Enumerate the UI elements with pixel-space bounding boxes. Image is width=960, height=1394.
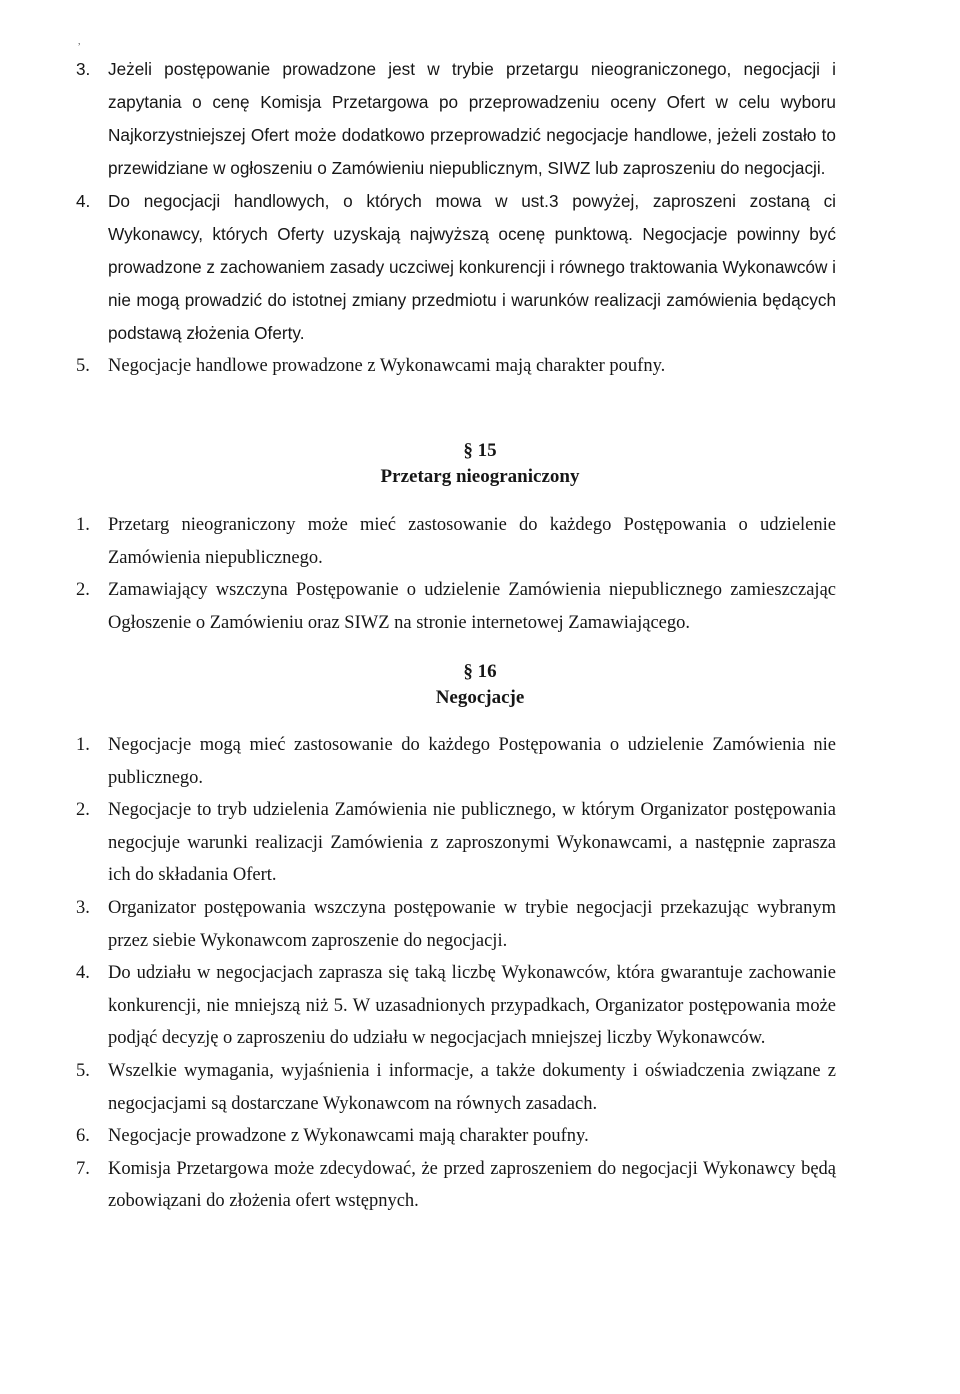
section-16-list	[0, 729, 960, 1218]
page-mark: ,	[78, 36, 81, 47]
section-16-heading	[0, 659, 960, 711]
item-number: 5.	[76, 1060, 90, 1081]
item-text: Do udziału w negocjacjach zaprasza się taką liczbę Wykonawców, która gwarantuje zachowanie konkurencji, nie mniejszą niż 5. W uzasadnionych przypadkach, Organizator postępowania może podjąć decyzję o zaproszeniu do udziału w negocjacjach mniejszej liczby Wykonawców.	[108, 963, 836, 1049]
item-text: Negocjacje prowadzone z Wykonawcami mają charakter poufny.	[108, 1126, 589, 1147]
item-text: Jeżeli postępowanie prowadzone jest w trybie przetargu nieograniczonego, negocjacji i zapytania o cenę Komisja Przetargowa po przeprowadzeniu oceny Ofert w celu wyboru Najkorzystniejszej Ofert może dodatkowo przeprowadzić negocjacje handlowe, jeżeli zostało to przewidziane w ogłoszeniu o Zamówieniu niepublicznym, SIWZ lub zaproszeniu do negocjacji.	[108, 59, 836, 178]
list-item	[0, 794, 960, 892]
item-text: Do negocjacji handlowych, o których mowa w ust.3 powyżej, zaproszeni zostaną ci Wykonawcy, których Oferty uzyskają najwyższą ocenę punktową. Negocjacje powinny być prowadzone z zachowaniem zasady uczciwej konkurencji i równego traktowania Wykonawców i nie mogą prowadzić do istotnej zmiany przedmiotu i warunków realizacji zamówienia będących podstawą złożenia Oferty.	[108, 191, 836, 343]
item-number: 3.	[76, 897, 90, 918]
item-number: 4.	[76, 963, 90, 984]
item-number: 6.	[76, 1126, 90, 1147]
item-text: Komisja Przetargowa może zdecydować, że przed zaproszeniem do negocjacji Wykonawcy będą zobowiązani do złożenia ofert wstępnych.	[108, 1158, 836, 1212]
item-number: 2.	[76, 800, 90, 821]
list-item	[0, 1055, 960, 1120]
list-item	[0, 185, 960, 350]
section-number: § 15	[463, 440, 497, 461]
list-item	[0, 1153, 960, 1218]
item-text: Przetarg nieograniczony może mieć zastosowanie do każdego Postępowania o udzielenie Zamówienia niepublicznego.	[108, 515, 836, 568]
list-item	[0, 957, 960, 1055]
item-number: 5.	[76, 356, 90, 376]
item-number: 7.	[76, 1158, 90, 1179]
section-number: § 16	[463, 661, 497, 682]
list-item	[0, 350, 960, 383]
item-number: 2.	[76, 580, 90, 601]
item-text: Negocjacje handlowe prowadzone z Wykonawcami mają charakter poufny.	[108, 356, 666, 376]
list-item	[0, 53, 960, 185]
section-title: Negocjacje	[435, 687, 525, 708]
list-item	[0, 892, 960, 957]
item-text: Zamawiający wszczyna Postępowanie o udzielenie Zamówienia niepublicznego zamieszczając Ogłoszenie o Zamówieniu oraz SIWZ na stronie internetowej Zamawiającego.	[108, 580, 836, 633]
item-text: Negocjacje mogą mieć zastosowanie do każdego Postępowania o udzielenie Zamówienia nie publicznego.	[108, 735, 836, 788]
item-text: Negocjacje to tryb udzielenia Zamówienia nie publicznego, w którym Organizator postępowania negocjuje warunki realizacji Zamówienia z zaproszonymi Wykonawcami, a następnie zaprasza ich do składania Ofert.	[108, 800, 836, 886]
section-title: Przetarg nieograniczony	[380, 466, 580, 487]
item-text: Organizator postępowania wszczyna postępowanie w trybie negocjacji przekazując wybranym przez siebie Wykonawcom zaproszenie do negocjacji.	[108, 897, 836, 951]
item-number: 3.	[76, 59, 91, 79]
list-item	[0, 509, 960, 574]
list-item	[0, 729, 960, 794]
item-number: 4.	[76, 191, 91, 211]
list-item	[0, 574, 960, 639]
item-number: 1.	[76, 515, 90, 535]
item-text: Wszelkie wymagania, wyjaśnienia i informacje, a także dokumenty i oświadczenia związane z negocjacjami są dostarczane Wykonawcom na równych zasadach.	[108, 1060, 836, 1114]
list-item	[0, 1120, 960, 1153]
section-15-list	[0, 509, 960, 639]
item-number: 1.	[76, 735, 90, 755]
top-item-list	[0, 53, 960, 383]
section-15-heading	[0, 438, 960, 490]
